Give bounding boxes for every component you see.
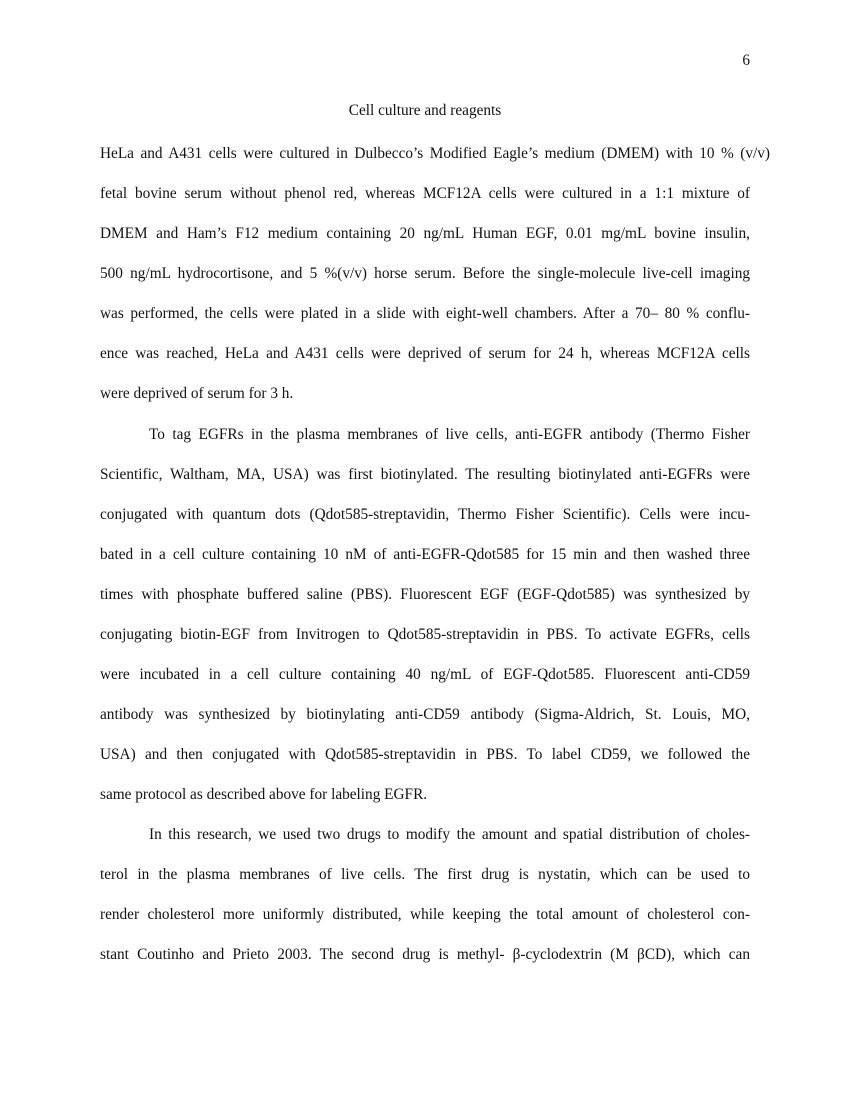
paragraph-line: fetal bovine serum without phenol red, whereas MCF12A cells were cultured in a 1:1 mixture of [100, 185, 750, 202]
paragraph-line: To tag EGFRs in the plasma membranes of live cells, anti-EGFR antibody (Thermo Fisher [149, 426, 750, 443]
paragraph-line: terol in the plasma membranes of live cells. The first drug is nystatin, which can be used to [100, 866, 750, 883]
paragraph-line: DMEM and Ham’s F12 medium containing 20 ng/mL Human EGF, 0.01 mg/mL bovine insulin, [100, 225, 750, 242]
paragraph-line: HeLa and A431 cells were cultured in Dulbecco’s Modified Eagle’s medium (DMEM) with 10 % (v/v) [100, 145, 770, 162]
paragraph-line: antibody was synthesized by biotinylating anti-CD59 antibody (Sigma-Aldrich, St. Louis, MO, [100, 706, 750, 723]
paragraph-line: In this research, we used two drugs to modify the amount and spatial distribution of choles- [149, 826, 750, 843]
paragraph-line: render cholesterol more uniformly distributed, while keeping the total amount of cholesterol con- [100, 906, 750, 923]
paragraph-line: ence was reached, HeLa and A431 cells were deprived of serum for 24 h, whereas MCF12A cells [100, 345, 750, 362]
paragraph-line: stant Coutinho and Prieto 2003. The second drug is methyl- β-cyclodextrin (M βCD), which can [100, 946, 750, 963]
paragraph-line: USA) and then conjugated with Qdot585-streptavidin in PBS. To label CD59, we followed the [100, 746, 750, 763]
paragraph-line: 500 ng/mL hydrocortisone, and 5 %(v/v) horse serum. Before the single-molecule live-cell imaging [100, 265, 750, 282]
paragraph-line: same protocol as described above for labeling EGFR. [100, 786, 428, 803]
paragraph-line: bated in a cell culture containing 10 nM of anti-EGFR-Qdot585 for 15 min and then washed three [100, 546, 750, 563]
paragraph-line: times with phosphate buffered saline (PBS). Fluorescent EGF (EGF-Qdot585) was synthesized by [100, 586, 750, 603]
page-number: 6 [742, 52, 750, 69]
paragraph-line: were deprived of serum for 3 h. [100, 385, 294, 402]
paragraph-line: conjugating biotin-EGF from Invitrogen to Qdot585-streptavidin in PBS. To activate EGFRs, cells [100, 626, 750, 643]
paragraph-line: conjugated with quantum dots (Qdot585-streptavidin, Thermo Fisher Scientific). Cells were incu- [100, 506, 750, 523]
paragraph-line: were incubated in a cell culture containing 40 ng/mL of EGF-Qdot585. Fluorescent anti-CD59 [100, 666, 750, 683]
paragraph-line: was performed, the cells were plated in a slide with eight-well chambers. After a 70– 80 % conflu- [100, 305, 750, 322]
paragraph-line: Scientific, Waltham, MA, USA) was first biotinylated. The resulting biotinylated anti-EGFRs were [100, 466, 750, 483]
section-title: Cell culture and reagents [348, 102, 502, 119]
